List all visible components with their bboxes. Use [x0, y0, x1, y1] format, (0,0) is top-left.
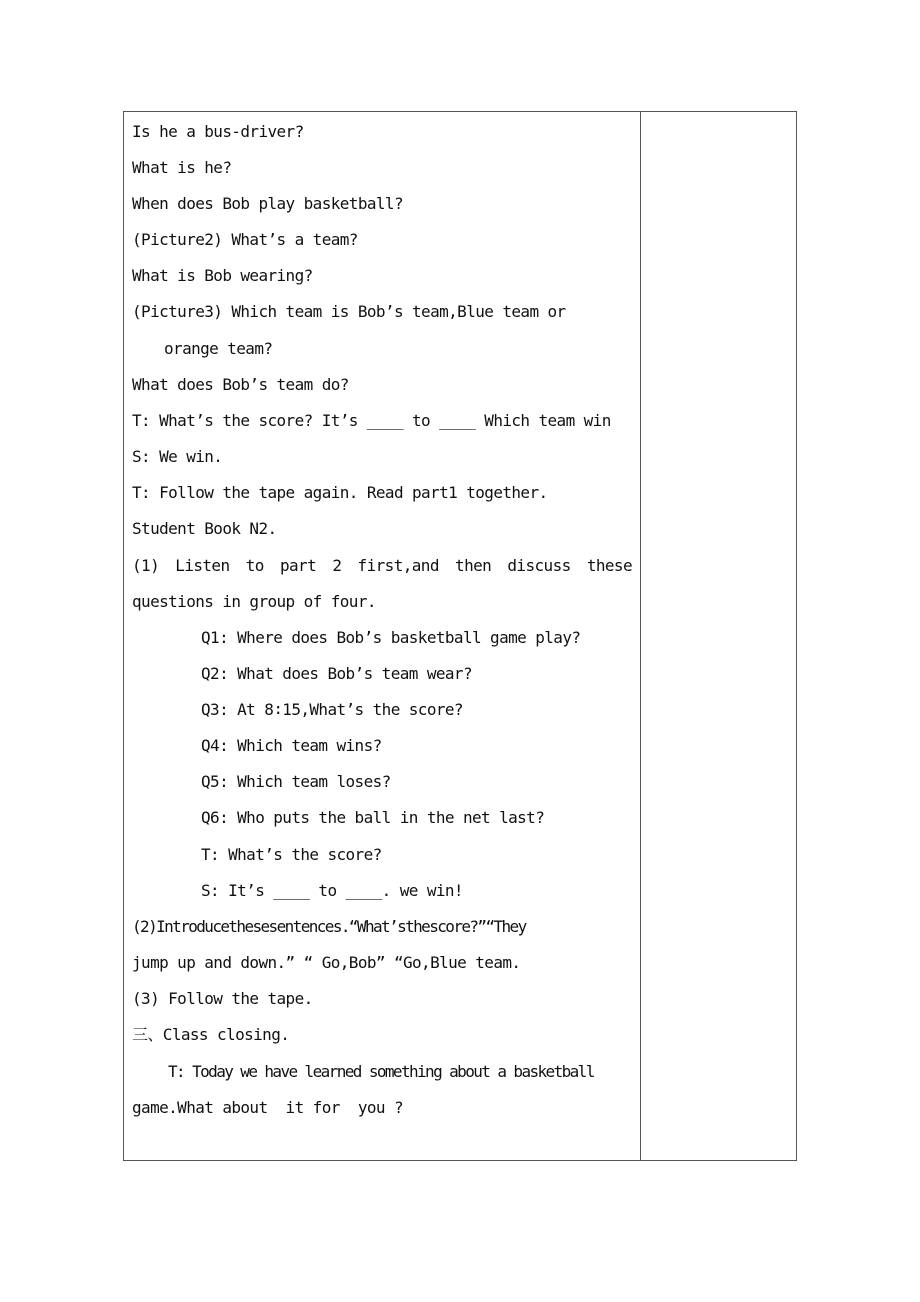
- question-line: Q1: Where does Bob’s basketball game play?: [201, 628, 581, 647]
- question-line: Q5: Which team loses?: [201, 772, 391, 791]
- text-line: T: What’s the score? It’s ____ to ____ Which team win: [132, 411, 611, 430]
- text-line: When does Bob play basketball?: [132, 194, 403, 213]
- question-line: Q4: Which team wins?: [201, 736, 382, 755]
- text-line: What is Bob wearing?: [132, 266, 313, 285]
- text-line: T: Follow the tape again. Read part1 together.: [132, 483, 548, 502]
- question-line: T: What’s the score?: [201, 845, 382, 864]
- text-line: What is he?: [132, 158, 232, 177]
- text-line: jump up and down.” “ Go,Bob” “Go,Blue team.: [132, 953, 521, 972]
- text-line: T: Today we have learned something about a basketball: [168, 1062, 594, 1081]
- text-line: questions in group of four.: [132, 592, 376, 611]
- text-line: orange team?: [164, 339, 273, 358]
- text-line: S: We win.: [132, 447, 223, 466]
- text-line: (1) Listen to part 2 first,and then discuss these: [132, 556, 632, 575]
- text-line: (Picture3) Which team is Bob’s team,Blue team or: [132, 302, 566, 321]
- lesson-content-cell: [124, 112, 640, 1160]
- lesson-table: [123, 111, 797, 1161]
- text-line: What does Bob’s team do?: [132, 375, 349, 394]
- text-line: (2)Introducethesesentences.“What’sthescore?”“They: [132, 917, 526, 936]
- text-line: Is he a bus-driver?: [132, 122, 304, 141]
- section-heading: 三、Class closing.: [132, 1025, 290, 1044]
- text-line: (3) Follow the tape.: [132, 989, 313, 1008]
- text-line: game.What about it for you ?: [132, 1098, 403, 1117]
- question-line: S: It’s ____ to ____. we win!: [201, 881, 463, 900]
- question-line: Q6: Who puts the ball in the net last?: [201, 808, 545, 827]
- question-line: Q3: At 8∶15,What’s the score?: [201, 700, 463, 719]
- notes-cell: [641, 112, 796, 1160]
- text-line: (Picture2) What’s a team?: [132, 230, 358, 249]
- text-line: Student Book N2.: [132, 519, 277, 538]
- question-line: Q2: What does Bob’s team wear?: [201, 664, 472, 683]
